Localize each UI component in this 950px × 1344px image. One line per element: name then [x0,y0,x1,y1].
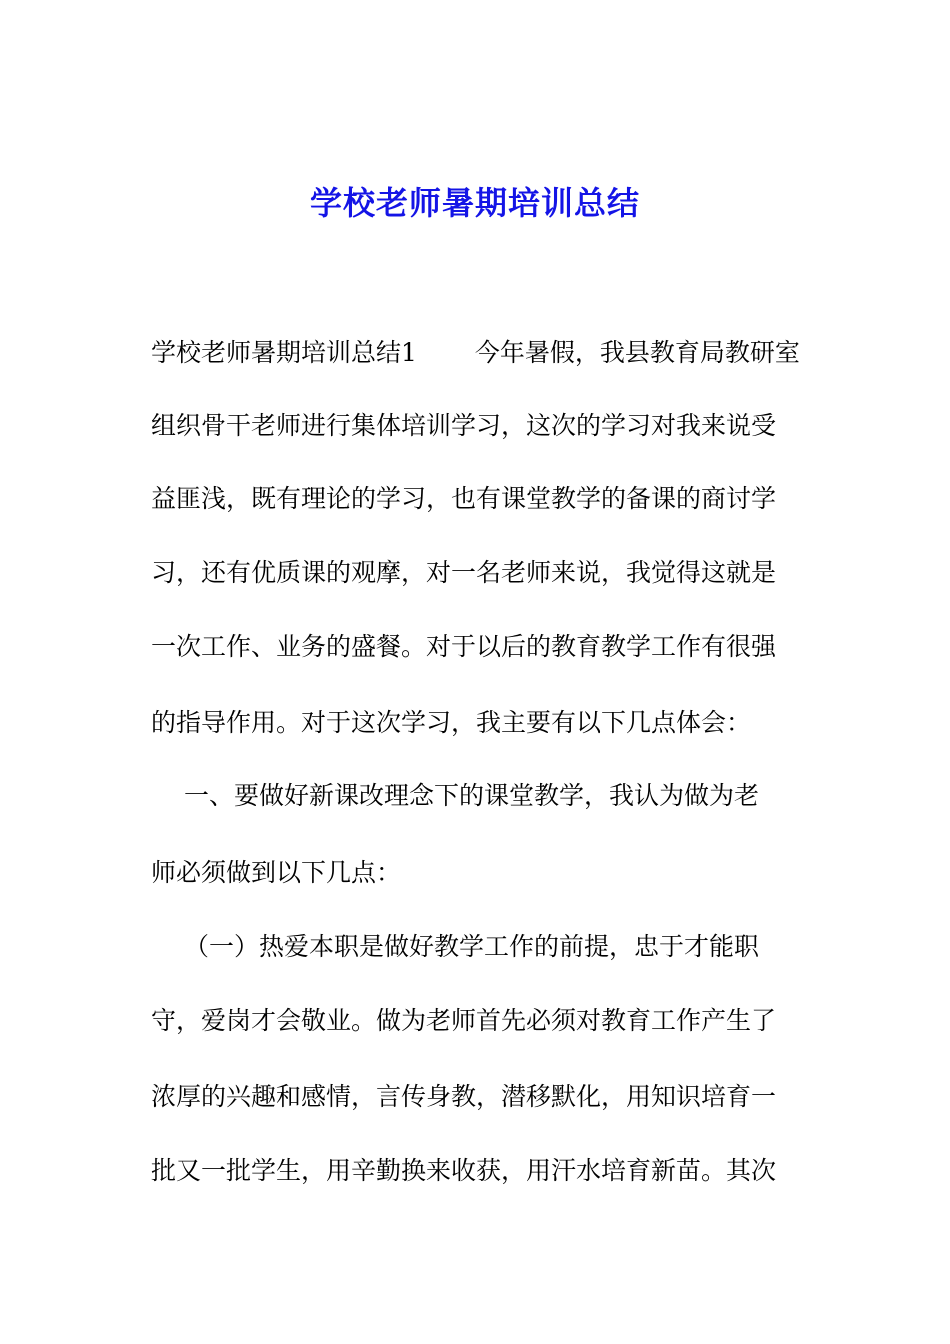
body-line-8: 师必须做到以下几点： [151,858,402,887]
body-line-11: 浓厚的兴趣和感情，言传身教，潜移默化，用知识培育一 [151,1082,777,1111]
body-line-5: 一次工作、业务的盛餐。对于以后的教育教学工作有很强 [151,632,777,661]
body-line-10: 守，爱岗才会敬业。做为老师首先必须对教育工作产生了 [151,1006,777,1035]
body-line-7: 一、要做好新课改理念下的课堂教学，我认为做为老 [151,781,759,810]
body-line-3: 益匪浅，既有理论的学习，也有课堂教学的备课的商讨学 [151,484,777,513]
document-title: 学校老师暑期培训总结 [309,184,640,222]
body-line-6: 的指导作用。对于这次学习，我主要有以下几点体会： [151,708,752,737]
body-line-9: （一）热爱本职是做好教学工作的前提，忠于才能职 [151,932,759,961]
body-line-12: 批又一批学生，用辛勤换来收获，用汗水培育新苗。其次 [151,1156,777,1185]
body-line-4: 习，还有优质课的观摩，对一名老师来说，我觉得这就是 [151,558,777,587]
body-line-2: 组织骨干老师进行集体培训学习，这次的学习对我来说受 [151,411,777,440]
body-line-1: 学校老师暑期培训总结1 今年暑假，我县教育局教研室 [151,338,800,367]
